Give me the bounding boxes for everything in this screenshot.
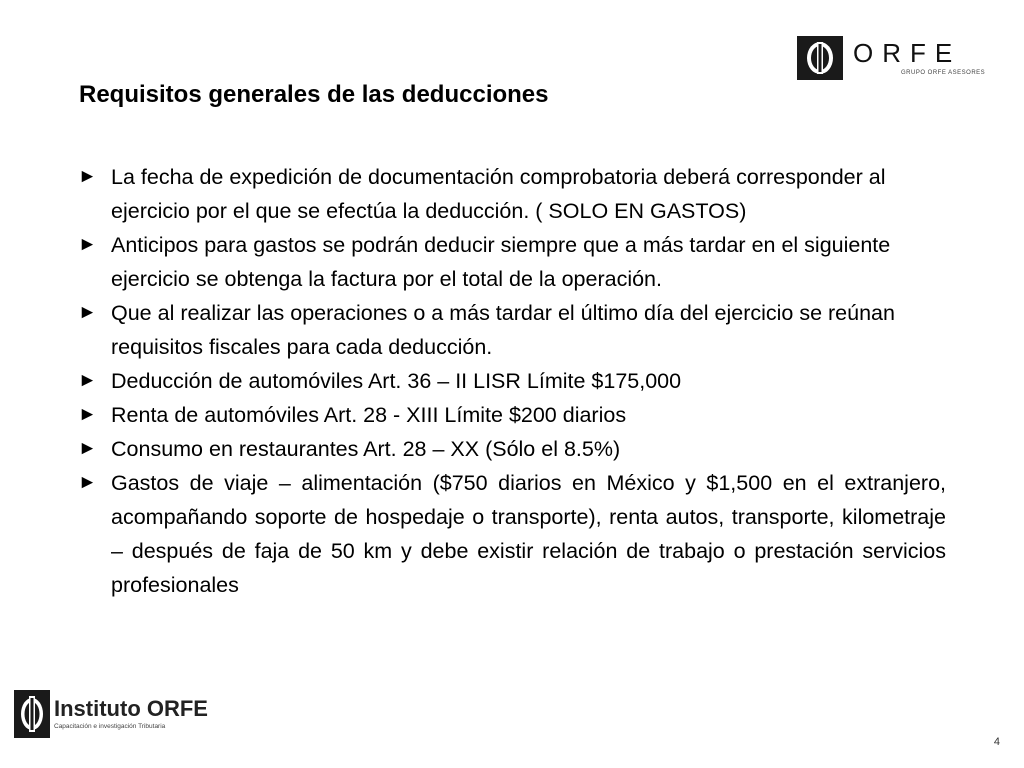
bullet-text: Consumo en restaurantes Art. 28 – XX (Sólo el 8.5%) <box>111 437 621 461</box>
bullet-arrow-icon: ► <box>78 370 97 391</box>
orfe-logo-mark-icon <box>797 36 843 80</box>
instituto-logo-name: Instituto ORFE <box>54 696 208 721</box>
bullet-arrow-icon: ► <box>78 438 97 459</box>
bullet-item <box>78 432 946 466</box>
orfe-logo <box>797 36 986 82</box>
bullet-text: Renta de automóviles Art. 28 - XIII Límite $200 diarios <box>111 403 627 427</box>
bullet-item <box>78 228 946 296</box>
bullet-item <box>78 364 946 398</box>
bullet-item <box>78 466 946 602</box>
bullet-arrow-icon: ► <box>78 166 97 187</box>
bullet-arrow-icon: ► <box>78 472 97 493</box>
slide-title: Requisitos generales de las deducciones <box>79 81 549 108</box>
bullet-text: Anticipos para gastos se podrán deducir siempre que a más tardar en el siguiente ejercicio se obtenga la factura por el total de la operación. <box>111 233 891 291</box>
bullet-arrow-icon: ► <box>78 234 97 255</box>
instituto-logo-mark-icon <box>14 690 50 738</box>
bullet-text: La fecha de expedición de documentación comprobatoria deberá corresponder al ejercicio por el que se efectúa la deducción. ( SOLO EN GASTOS) <box>111 165 886 223</box>
bullet-text: Deducción de automóviles Art. 36 – II LISR Límite $175,000 <box>111 369 682 393</box>
bullet-arrow-icon: ► <box>78 302 97 323</box>
orfe-logo-tagline: GRUPO ORFE ASESORES <box>901 70 986 76</box>
instituto-orfe-logo <box>14 690 214 742</box>
page-number: 4 <box>993 736 1000 748</box>
bullet-arrow-icon: ► <box>78 404 97 425</box>
bullet-item <box>78 398 946 432</box>
bullet-item <box>78 160 946 228</box>
bullet-item <box>78 296 946 364</box>
bullet-text: Que al realizar las operaciones o a más tardar el último día del ejercicio se reúnan requisitos fiscales para cada deducción. <box>111 301 895 359</box>
instituto-logo-subtitle: Capacitación e investigación Tributaria <box>54 723 166 730</box>
bullet-list <box>78 160 946 602</box>
bullet-text: Gastos de viaje – alimentación ($750 diarios en México y $1,500 en el extranjero, acompañando soporte de hospedaje o transporte), renta autos, transporte, kilometraje – después de faja de 50 km y debe existir relación de trabajo o prestación servicios profesionales <box>111 471 946 597</box>
orfe-logo-wordmark: ORFE <box>853 38 962 68</box>
